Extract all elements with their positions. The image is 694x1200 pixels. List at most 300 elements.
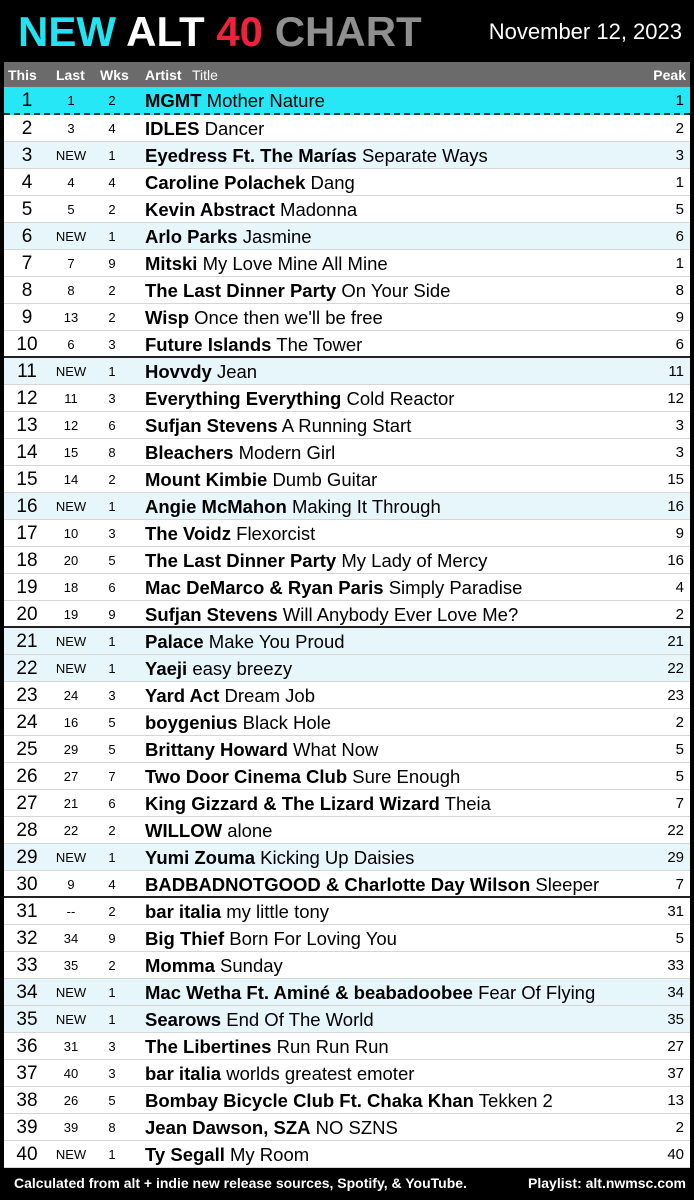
peak-position: 7 (675, 795, 684, 812)
artist-name: Kevin Abstract (145, 199, 275, 220)
rank-last: NEW (55, 1147, 87, 1162)
weeks-on-chart: 9 (108, 931, 116, 946)
peak-position: 5 (675, 930, 684, 947)
footer-playlist: Playlist: alt.nwmsc.com (528, 1175, 686, 1191)
peak-position: 3 (675, 444, 684, 461)
song-title: Born For Loving You (229, 928, 397, 949)
song-title: The Tower (276, 334, 363, 355)
artist-name: Jean Dawson, SZA (145, 1117, 311, 1138)
table-row (4, 223, 690, 250)
weeks-on-chart: 2 (108, 283, 116, 298)
rank-last: 22 (63, 823, 79, 838)
weeks-on-chart: 8 (108, 1120, 116, 1135)
peak-position: 5 (675, 201, 684, 218)
rank-this: 12 (16, 388, 38, 409)
peak-position: 1 (675, 92, 684, 109)
song-entry (145, 334, 362, 356)
rank-last: 35 (63, 958, 79, 973)
rank-last: -- (66, 904, 76, 919)
rank-last: 10 (63, 526, 79, 541)
weeks-on-chart: 9 (108, 607, 116, 622)
weeks-on-chart: 1 (108, 850, 116, 865)
song-entry (145, 361, 257, 383)
rank-last: NEW (55, 364, 87, 379)
footer (0, 1168, 694, 1200)
rank-this: 11 (17, 361, 37, 382)
song-title: Black Hole (242, 712, 332, 733)
weeks-on-chart: 2 (108, 472, 116, 487)
rank-this: 17 (16, 523, 38, 544)
rank-last: 12 (63, 418, 79, 433)
table-row (4, 871, 690, 898)
artist-name: Momma (145, 955, 215, 976)
rank-last: 39 (63, 1120, 79, 1135)
weeks-on-chart: 3 (108, 1066, 116, 1081)
artist-name: IDLES (145, 118, 200, 139)
song-title: A Running Start (281, 415, 412, 436)
table-row (4, 277, 690, 304)
artist-name: The Voidz (145, 523, 231, 544)
rank-this: 10 (16, 334, 38, 355)
weeks-on-chart: 6 (108, 418, 116, 433)
weeks-on-chart: 5 (108, 715, 116, 730)
title-word-40: 40 (216, 8, 264, 55)
peak-position: 22 (667, 822, 684, 839)
weeks-on-chart: 1 (108, 661, 116, 676)
song-title: On Your Side (341, 280, 451, 301)
song-entry (145, 415, 411, 437)
table-row (4, 250, 690, 277)
artist-name: Yaeji (145, 658, 188, 679)
peak-position: 2 (675, 606, 684, 623)
song-entry (145, 955, 283, 977)
song-title: Making It Through (291, 496, 441, 517)
header (0, 0, 694, 60)
rank-this: 13 (16, 415, 38, 436)
rank-this: 40 (16, 1144, 38, 1165)
table-row (4, 1033, 690, 1060)
song-title: Flexorcist (236, 523, 316, 544)
weeks-on-chart: 1 (108, 229, 116, 244)
artist-name: Mount Kimbie (145, 469, 268, 490)
rank-last: NEW (55, 985, 87, 1000)
peak-position: 33 (667, 957, 684, 974)
song-entry (145, 226, 312, 248)
peak-position: 3 (675, 417, 684, 434)
artist-name: The Last Dinner Party (145, 550, 337, 571)
song-entry (145, 145, 488, 167)
song-entry (145, 523, 315, 545)
artist-name: Ty Segall (145, 1144, 225, 1165)
rank-last: 34 (63, 931, 79, 946)
rank-last: NEW (55, 148, 87, 163)
artist-name: Mac Wetha Ft. Aminé & beabadoobee (145, 982, 473, 1003)
title-word-new: NEW (18, 8, 116, 55)
artist-name: MGMT (145, 90, 202, 111)
weeks-on-chart: 1 (108, 148, 116, 163)
song-entry (145, 685, 315, 707)
peak-position: 9 (675, 525, 684, 542)
rank-this: 39 (16, 1117, 38, 1138)
song-title: alone (227, 820, 273, 841)
artist-name: Mitski (145, 253, 198, 274)
artist-name: Wisp (145, 307, 190, 328)
table-row (4, 466, 690, 493)
rank-this: 16 (16, 496, 38, 517)
song-title: Once then we'll be free (194, 307, 383, 328)
column-peak: Peak (653, 67, 686, 83)
artist-name: The Libertines (145, 1036, 272, 1057)
artist-name: bar italia (145, 901, 222, 922)
rank-last: NEW (55, 1012, 87, 1027)
artist-name: Mac DeMarco & Ryan Paris (145, 577, 384, 598)
weeks-on-chart: 2 (108, 958, 116, 973)
song-title: my little tony (226, 901, 330, 922)
song-title: worlds greatest emoter (226, 1063, 415, 1084)
rank-last: 40 (63, 1066, 79, 1081)
table-row (4, 115, 690, 142)
song-title: Dancer (204, 118, 265, 139)
rank-this: 18 (16, 550, 38, 571)
rank-last: 13 (63, 310, 79, 325)
weeks-on-chart: 4 (108, 877, 116, 892)
song-entry (145, 1036, 389, 1058)
song-title: Tekken 2 (478, 1090, 553, 1111)
artist-name: Angie McMahon (145, 496, 287, 517)
peak-position: 5 (675, 768, 684, 785)
song-title: Make You Proud (208, 631, 345, 652)
weeks-on-chart: 5 (108, 553, 116, 568)
rank-last: NEW (55, 850, 87, 865)
weeks-on-chart: 1 (108, 1147, 116, 1162)
song-title: Dumb Guitar (272, 469, 378, 490)
song-entry (145, 1090, 553, 1112)
song-title: Fear Of Flying (478, 982, 596, 1003)
weeks-on-chart: 2 (108, 904, 116, 919)
song-title: easy breezy (192, 658, 293, 679)
rank-this: 3 (21, 145, 33, 166)
song-entry (145, 658, 292, 680)
rank-this: 22 (16, 658, 38, 679)
weeks-on-chart: 5 (108, 742, 116, 757)
rank-last: 31 (63, 1039, 79, 1054)
column-this: This (8, 67, 37, 83)
weeks-on-chart: 1 (108, 634, 116, 649)
table-row (4, 520, 690, 547)
song-title: Jean (216, 361, 258, 382)
table-row (4, 142, 690, 169)
rank-this: 20 (16, 604, 38, 625)
rank-last: 3 (67, 121, 75, 136)
table-row (4, 1087, 690, 1114)
artist-name: Hovvdy (145, 361, 212, 382)
rank-this: 28 (16, 820, 38, 841)
table-row (4, 979, 690, 1006)
peak-position: 6 (675, 228, 684, 245)
artist-name: The Last Dinner Party (145, 280, 337, 301)
peak-position: 2 (675, 1119, 684, 1136)
table-row (4, 169, 690, 196)
peak-position: 4 (675, 579, 684, 596)
artist-name: Bombay Bicycle Club Ft. Chaka Khan (145, 1090, 474, 1111)
song-entry (145, 901, 329, 923)
song-entry (145, 712, 331, 734)
rank-last: 29 (63, 742, 79, 757)
artist-name: King Gizzard & The Lizard Wizard (145, 793, 440, 814)
peak-position: 23 (667, 687, 684, 704)
artist-name: Yard Act (145, 685, 220, 706)
rank-this: 37 (16, 1063, 38, 1084)
song-entry (145, 739, 378, 761)
table-row (4, 1141, 690, 1168)
table-row (4, 574, 690, 601)
weeks-on-chart: 9 (108, 256, 116, 271)
rank-last: 21 (63, 796, 79, 811)
weeks-on-chart: 2 (108, 310, 116, 325)
rank-last: 26 (63, 1093, 79, 1108)
rank-this: 32 (16, 928, 38, 949)
rank-this: 35 (16, 1009, 38, 1030)
song-title: Sunday (220, 955, 283, 976)
artist-name: Future Islands (145, 334, 272, 355)
weeks-on-chart: 4 (108, 175, 116, 190)
song-entry (145, 307, 383, 329)
song-entry (145, 388, 454, 410)
rank-last: NEW (55, 499, 87, 514)
table-row (4, 655, 690, 682)
song-entry (145, 1144, 309, 1166)
song-entry (145, 550, 487, 572)
song-entry (145, 820, 272, 842)
song-entry (145, 847, 414, 869)
table-row (4, 493, 690, 520)
table-row (4, 331, 690, 358)
footer-sources: Calculated from alt + indie new release sources, Spotify, & YouTube. (14, 1175, 467, 1191)
artist-name: bar italia (145, 1063, 222, 1084)
peak-position: 11 (668, 363, 684, 380)
peak-position: 2 (675, 714, 684, 731)
rank-this: 24 (16, 712, 38, 733)
rank-last: 16 (63, 715, 79, 730)
peak-position: 34 (667, 984, 684, 1001)
peak-position: 1 (675, 174, 684, 191)
song-entry (145, 199, 357, 221)
song-title: My Lady of Mercy (341, 550, 488, 571)
song-title: My Love Mine All Mine (202, 253, 388, 274)
song-title: What Now (293, 739, 379, 760)
table-row (4, 817, 690, 844)
page-title (18, 8, 422, 56)
rank-last: 7 (67, 256, 75, 271)
weeks-on-chart: 3 (108, 337, 116, 352)
artist-name: Brittany Howard (145, 739, 288, 760)
table-row (4, 358, 690, 385)
peak-position: 13 (667, 1092, 684, 1109)
title-word-chart: CHART (274, 8, 422, 55)
rank-last: 15 (63, 445, 79, 460)
song-entry (145, 496, 441, 518)
song-entry (145, 604, 518, 626)
rank-this: 26 (16, 766, 38, 787)
rank-this: 9 (21, 307, 33, 328)
song-title: Run Run Run (276, 1036, 389, 1057)
column-last: Last (56, 67, 85, 83)
table-row (4, 1006, 690, 1033)
weeks-on-chart: 4 (108, 121, 116, 136)
song-entry (145, 1009, 374, 1031)
title-word-alt: ALT (126, 8, 205, 55)
weeks-on-chart: 6 (108, 796, 116, 811)
artist-name: Palace (145, 631, 204, 652)
artist-name: Sufjan Stevens (145, 415, 278, 436)
weeks-on-chart: 1 (108, 499, 116, 514)
rank-last: 4 (67, 175, 75, 190)
rank-last: 14 (63, 472, 79, 487)
weeks-on-chart: 7 (108, 769, 116, 784)
rank-last: 27 (63, 769, 79, 784)
peak-position: 2 (675, 120, 684, 137)
table-row (4, 1060, 690, 1087)
rank-this: 38 (16, 1090, 38, 1111)
artist-name: BADBADNOTGOOD & Charlotte Day Wilson (145, 874, 531, 895)
peak-position: 3 (675, 147, 684, 164)
weeks-on-chart: 1 (108, 985, 116, 1000)
song-title: Separate Ways (361, 145, 488, 166)
weeks-on-chart: 5 (108, 1093, 116, 1108)
artist-name: Searows (145, 1009, 222, 1030)
artist-name: Arlo Parks (145, 226, 238, 247)
rank-last: 9 (67, 877, 75, 892)
artist-name: Sufjan Stevens (145, 604, 278, 625)
song-title: End Of The World (226, 1009, 374, 1030)
table-row (4, 790, 690, 817)
rank-this: 15 (16, 469, 38, 490)
table-row (4, 439, 690, 466)
rank-this: 14 (16, 442, 38, 463)
chart-table (4, 87, 690, 1168)
rank-this: 25 (16, 739, 38, 760)
peak-position: 1 (675, 255, 684, 272)
table-row (4, 682, 690, 709)
song-entry (145, 874, 599, 896)
table-row (4, 736, 690, 763)
rank-last: NEW (55, 634, 87, 649)
peak-position: 35 (667, 1011, 684, 1028)
song-entry (145, 793, 491, 815)
column-wks: Wks (100, 67, 129, 83)
song-entry (145, 928, 397, 950)
song-entry (145, 982, 595, 1004)
song-title: Simply Paradise (388, 577, 523, 598)
rank-last: 18 (63, 580, 79, 595)
peak-position: 12 (667, 390, 684, 407)
weeks-on-chart: 2 (108, 202, 116, 217)
song-title: Mother Nature (206, 90, 325, 111)
song-title: Theia (444, 793, 491, 814)
weeks-on-chart: 8 (108, 445, 116, 460)
song-entry (145, 1117, 398, 1139)
song-entry (145, 631, 345, 653)
weeks-on-chart: 1 (108, 364, 116, 379)
song-entry (145, 442, 335, 464)
song-entry (145, 118, 264, 140)
peak-position: 29 (667, 849, 684, 866)
song-entry (145, 280, 450, 302)
rank-this: 33 (16, 955, 38, 976)
weeks-on-chart: 6 (108, 580, 116, 595)
peak-position: 40 (667, 1146, 684, 1163)
rank-this: 29 (16, 847, 38, 868)
artist-name: Yumi Zouma (145, 847, 255, 868)
weeks-on-chart: 3 (108, 688, 116, 703)
weeks-on-chart: 3 (108, 526, 116, 541)
rank-last: 5 (67, 202, 75, 217)
rank-this: 34 (16, 982, 38, 1003)
rank-this: 6 (21, 226, 33, 247)
rank-this: 19 (16, 577, 38, 598)
table-row (4, 898, 690, 925)
song-entry (145, 253, 388, 275)
song-title: Kicking Up Daisies (260, 847, 415, 868)
peak-position: 16 (667, 552, 684, 569)
song-entry (145, 577, 522, 599)
song-title: Will Anybody Ever Love Me? (282, 604, 519, 625)
artist-name: Big Thief (145, 928, 225, 949)
weeks-on-chart: 3 (108, 391, 116, 406)
peak-position: 6 (675, 336, 684, 353)
peak-position: 5 (675, 741, 684, 758)
rank-this: 1 (21, 90, 33, 111)
rank-this: 7 (21, 253, 33, 274)
song-title: Sleeper (535, 874, 600, 895)
table-row (4, 844, 690, 871)
song-entry (145, 469, 377, 491)
table-row (4, 547, 690, 574)
peak-position: 27 (667, 1038, 684, 1055)
table-row (4, 412, 690, 439)
artist-name: WILLOW (145, 820, 223, 841)
song-title: Jasmine (242, 226, 312, 247)
artist-name: Two Door Cinema Club (145, 766, 348, 787)
peak-position: 8 (675, 282, 684, 299)
table-row (4, 304, 690, 331)
peak-position: 15 (667, 471, 684, 488)
column-artist: Artist (145, 67, 182, 83)
peak-position: 7 (675, 876, 684, 893)
table-row (4, 763, 690, 790)
song-entry (145, 1063, 414, 1085)
song-title: Cold Reactor (346, 388, 455, 409)
table-row (4, 385, 690, 412)
rank-this: 27 (16, 793, 38, 814)
peak-position: 22 (667, 660, 684, 677)
song-title: My Room (230, 1144, 310, 1165)
table-row (4, 87, 690, 115)
rank-last: 8 (67, 283, 75, 298)
song-title: Dang (310, 172, 355, 193)
artist-name: Eyedress Ft. The Marías (145, 145, 357, 166)
rank-this: 8 (21, 280, 33, 301)
rank-this: 23 (16, 685, 38, 706)
song-title: Dream Job (224, 685, 315, 706)
rank-this: 4 (21, 172, 33, 193)
artist-name: Bleachers (145, 442, 234, 463)
rank-last: NEW (55, 229, 87, 244)
song-entry (145, 766, 460, 788)
rank-last: 1 (67, 93, 75, 108)
table-row (4, 709, 690, 736)
song-title: Madonna (280, 199, 358, 220)
